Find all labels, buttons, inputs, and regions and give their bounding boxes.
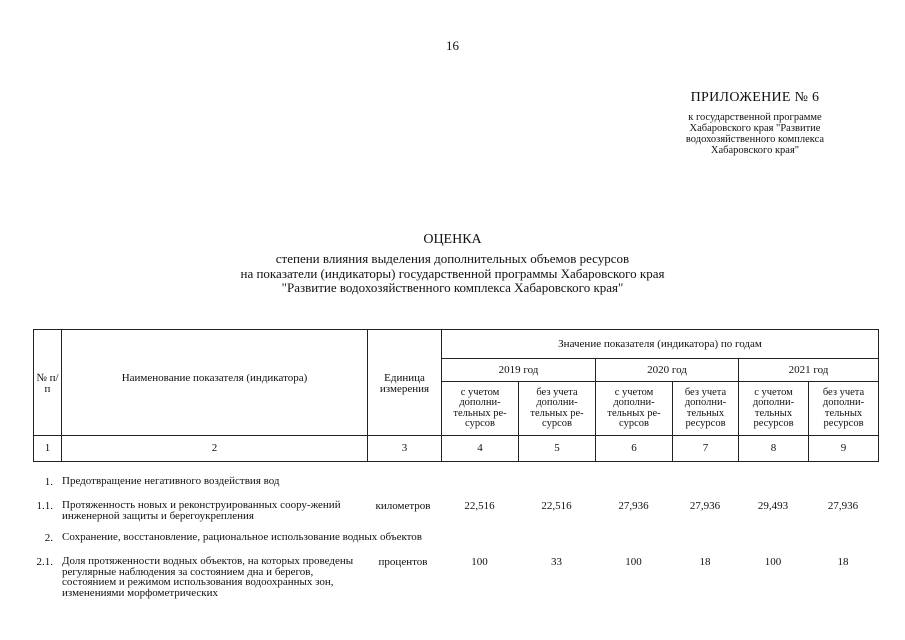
column-number: 2	[62, 436, 368, 462]
header-subcolumn: без учета дополни-тельных ресурсов	[673, 382, 739, 436]
column-number: 9	[809, 436, 879, 462]
row-value: 27,936	[689, 500, 721, 512]
appendix-note-line: Хабаровского края "Развитие	[689, 123, 821, 134]
header-subcolumn: без учета дополни-тельных ресурсов	[809, 382, 879, 436]
row-name: Предотвращение негативного воздействия вод	[62, 475, 280, 487]
header-year: 2020 год	[596, 359, 739, 382]
row-index: 2.	[44, 532, 53, 544]
row-name: Протяженность новых и реконструированных соору-жений инженерной защиты и берегоукрепления	[62, 499, 341, 522]
document-title: ОЦЕНКА	[423, 232, 482, 247]
subtitle-line: степени влияния выделения дополнительных объемов ресурсов	[275, 251, 630, 266]
header-name: Наименование показателя (индикатора)	[62, 330, 368, 436]
column-number: 3	[368, 436, 442, 462]
subtitle-line: на показатели (индикаторы) государственной программы Хабаровского края	[240, 265, 665, 281]
row-name: Доля протяженности водных объектов, на которых проведены регулярные наблюдения за состоянием дна и берегов, состоянием и режимом использования водоохранных зон, изменениями морфометрических	[62, 555, 354, 599]
appendix-note-line: Хабаровского края"	[710, 145, 800, 156]
document-subtitle	[0, 252, 905, 296]
indicators-table	[33, 329, 879, 462]
row-value: 22,516	[464, 500, 495, 512]
header-subcolumn: с учетом дополни-тельных ре-сурсов	[442, 382, 519, 436]
column-number: 7	[673, 436, 739, 462]
column-number: 5	[519, 436, 596, 462]
row-value: 18	[699, 556, 711, 568]
header-subcolumn: без учета дополни-тельных ре-сурсов	[519, 382, 596, 436]
row-unit: километров	[375, 500, 431, 512]
row-index: 2.1.	[36, 556, 53, 568]
header-values-group: Значение показателя (индикатора) по годам	[442, 330, 879, 359]
row-index: 1.1.	[36, 500, 53, 512]
row-value: 29,493	[757, 500, 789, 512]
header-unit: Единица измерения	[368, 330, 442, 436]
row-unit: процентов	[378, 556, 428, 568]
subtitle-line: "Развитие водохозяйственного комплекса Хабаровского края"	[281, 280, 624, 295]
row-value: 27,936	[618, 500, 649, 512]
row-value: 100	[625, 556, 642, 568]
appendix-note-line: водохозяйственного комплекса	[685, 134, 825, 145]
row-index: 1.	[44, 476, 53, 488]
page-number: 16	[446, 38, 459, 53]
header-year: 2021 год	[739, 359, 879, 382]
header-year: 2019 год	[442, 359, 596, 382]
row-value: 100	[471, 556, 488, 568]
header-subcolumn: с учетом дополни-тельных ресурсов	[739, 382, 809, 436]
column-number: 1	[34, 436, 62, 462]
row-value: 33	[551, 556, 562, 568]
column-number: 6	[596, 436, 673, 462]
column-number: 4	[442, 436, 519, 462]
appendix-title: ПРИЛОЖЕНИЕ № 6	[690, 90, 820, 105]
header-subcolumn: с учетом дополни-тельных ре-сурсов	[596, 382, 673, 436]
column-number: 8	[739, 436, 809, 462]
row-name: Сохранение, восстановление, рациональное использование водных объектов	[62, 531, 423, 543]
header-num: № п/п	[34, 330, 62, 436]
row-value: 22,516	[541, 500, 572, 512]
appendix-block	[640, 90, 870, 156]
appendix-note-line: к государственной программе	[688, 112, 822, 123]
row-value: 27,936	[827, 500, 859, 512]
row-value: 100	[764, 556, 782, 568]
row-value: 18	[837, 556, 849, 568]
appendix-note	[640, 112, 870, 156]
